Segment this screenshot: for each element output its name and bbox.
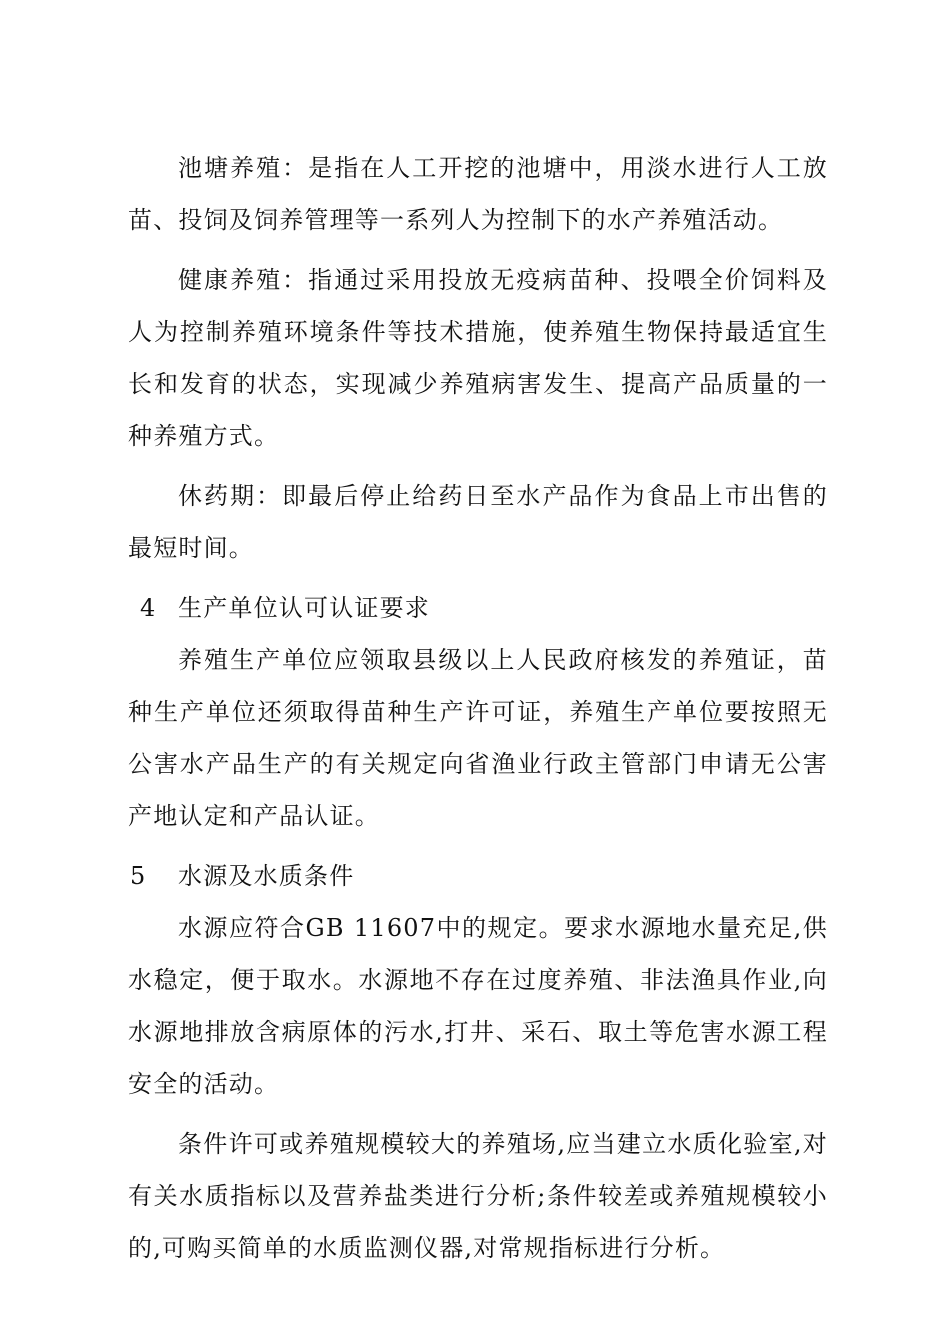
section-5-paragraph-2: 条件许可或养殖规模较大的养殖场,应当建立水质化验室,对有关水质指标以及营养盐类进行分析;条件较差或养殖规模较小的,可购买简单的水质监测仪器,对常规指标进行分析。 bbox=[128, 1130, 828, 1262]
definition-healthy-culture: 健康养殖：指通过采用投放无疫病苗种、投喂全价饲料及人为控制养殖环境条件等技术措施，使养殖生物保持最适宜生长和发育的状态，实现减少养殖病害发生、提高产品质量的一种养殖方式。 bbox=[128, 266, 828, 450]
section-4-number: 4 bbox=[140, 594, 157, 622]
section-5-paragraph-1: 水源应符合GB 11607中的规定。要求水源地水量充足,供水稳定，便于取水。水源地不存在过度养殖、非法渔具作业,向水源地排放含病原体的污水,打井、采石、取土等危害水源工程安全的活动。 bbox=[128, 914, 828, 1098]
section-4-heading bbox=[128, 582, 828, 634]
definition-pond-culture: 池塘养殖：是指在人工开挖的池塘中，用淡水进行人工放苗、投饲及饲养管理等一系列人为控制下的水产养殖活动。 bbox=[128, 154, 828, 234]
section-4-paragraph: 养殖生产单位应领取县级以上人民政府核发的养殖证，苗种生产单位还须取得苗种生产许可证，养殖生产单位要按照无公害水产品生产的有关规定向省渔业行政主管部门申请无公害产地认定和产品认证。 bbox=[128, 646, 828, 830]
section-5-heading bbox=[128, 850, 828, 902]
section-5-number: 5 bbox=[130, 862, 147, 890]
document-page bbox=[128, 142, 828, 1282]
section-5-title: 水源及水质条件 bbox=[178, 862, 355, 890]
definition-withdrawal-period: 休药期：即最后停止给药日至水产品作为食品上市出售的最短时间。 bbox=[128, 482, 828, 562]
section-4-title: 生产单位认可认证要求 bbox=[178, 594, 430, 622]
